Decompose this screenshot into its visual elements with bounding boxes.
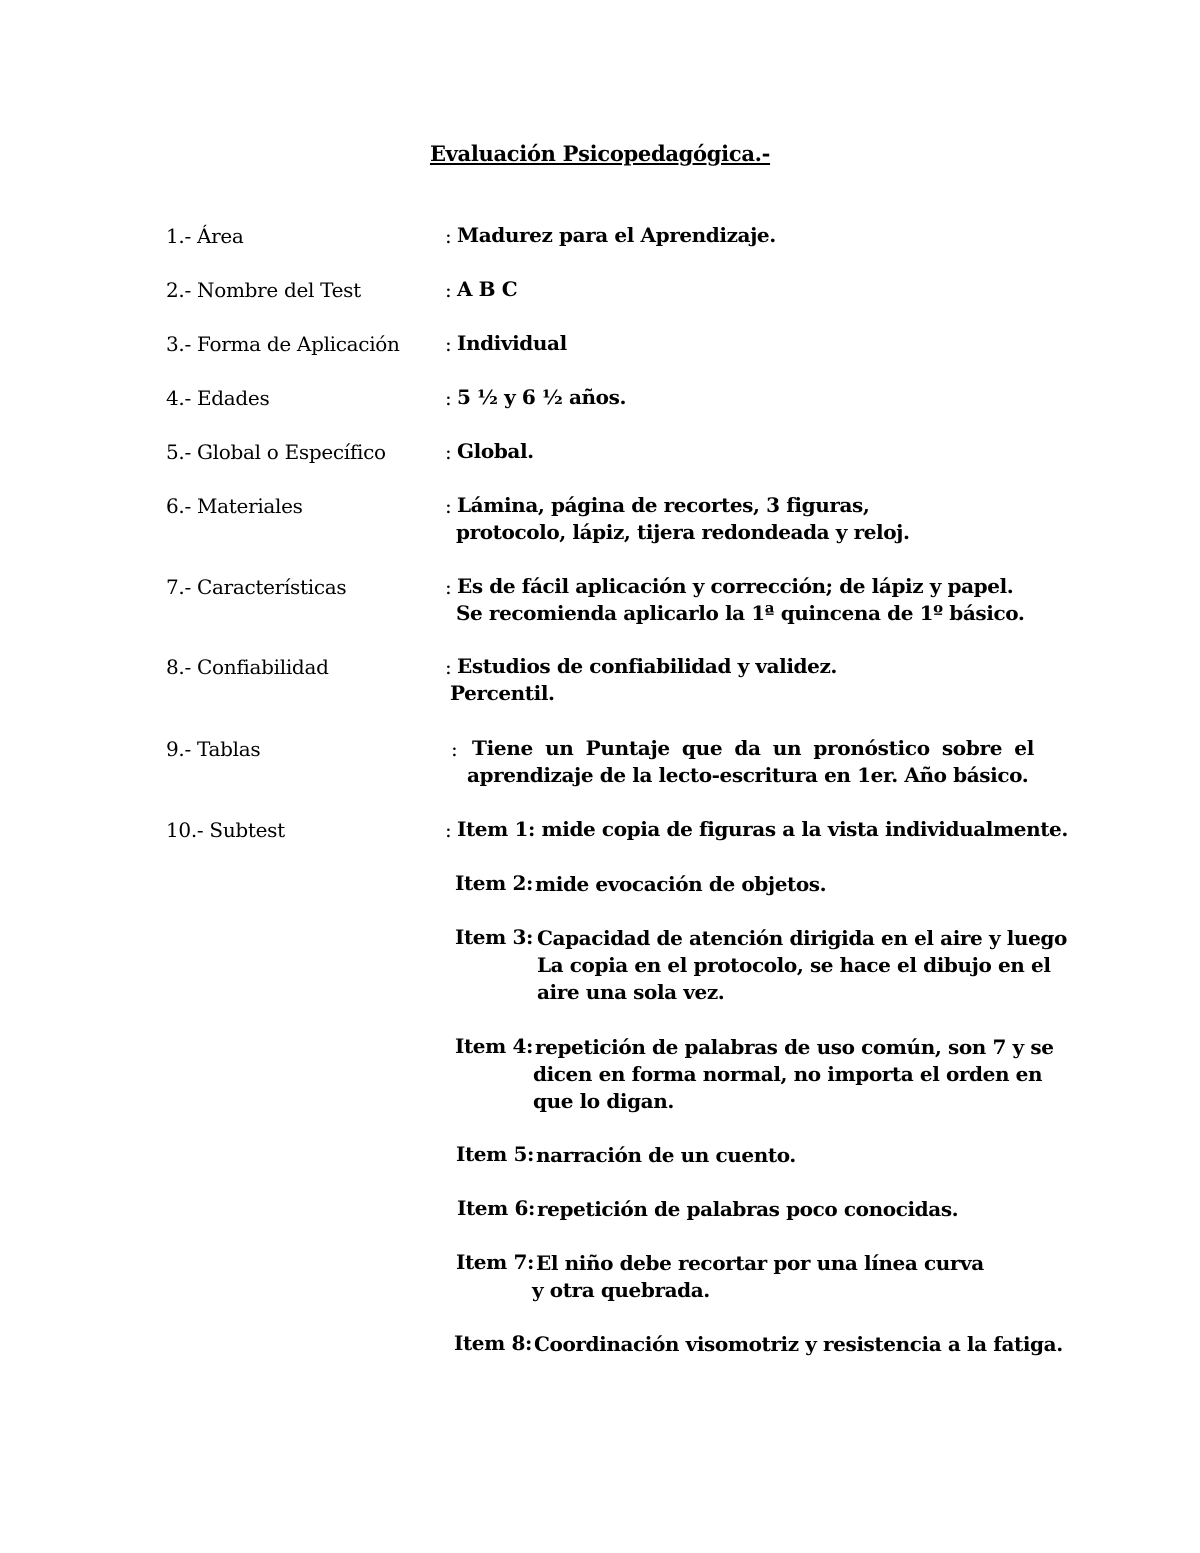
row-value-area: Madurez para el Aprendizaje.	[457, 223, 776, 247]
row-value-materials: Lámina, página de recortes, 3 figuras,	[457, 493, 870, 517]
row-value-ages: 5 ½ y 6 ½ años.	[457, 385, 627, 409]
item-text: Coordinación visomotriz y resistencia a la fatiga.	[534, 1332, 1063, 1356]
item-text: aire una sola vez.	[537, 980, 725, 1004]
colon: :	[445, 440, 452, 464]
row-label-materials: 6.- Materiales	[166, 494, 303, 518]
item-label: Item 3:	[455, 925, 533, 949]
colon: :	[445, 655, 452, 679]
row-value-subtest: Item 1: mide copia de figuras a la vista individualmente.	[457, 817, 1068, 841]
item-text: que lo digan.	[533, 1089, 674, 1113]
item-text: repetición de palabras poco conocidas.	[537, 1197, 959, 1221]
row-label-characteristics: 7.- Características	[166, 575, 347, 599]
item-text: El niño debe recortar por una línea curva	[536, 1251, 984, 1275]
row-value-characteristics: Es de fácil aplicación y corrección; de lápiz y papel.	[457, 574, 1014, 598]
row-value-materials-line2: protocolo, lápiz, tijera redondeada y reloj.	[456, 520, 910, 544]
item-label: Item 8:	[454, 1331, 532, 1355]
row-label-test-name: 2.- Nombre del Test	[166, 278, 361, 302]
row-label-application: 3.- Forma de Aplicación	[166, 332, 400, 356]
row-value-tables-line2: aprendizaje de la lecto-escritura en 1er. Año básico.	[467, 763, 1029, 787]
row-value-reliability-line2: Percentil.	[450, 681, 555, 705]
item-text: narración de un cuento.	[536, 1143, 796, 1167]
item-label: Item 7:	[456, 1250, 534, 1274]
colon: :	[445, 224, 452, 248]
row-value-tables: Tiene un Puntaje que da un pronóstico sobre el	[472, 736, 1034, 760]
row-value-reliability: Estudios de confiabilidad y validez.	[457, 654, 837, 678]
row-value-characteristics-line2: Se recomienda aplicarlo la 1ª quincena de 1º básico.	[456, 601, 1025, 625]
item-text: dicen en forma normal, no importa el orden en	[533, 1062, 1043, 1086]
colon: :	[445, 818, 452, 842]
page-title: Evaluación Psicopedagógica.-	[429, 141, 771, 166]
row-value-global: Global.	[457, 439, 534, 463]
colon: :	[445, 575, 452, 599]
row-value-application: Individual	[457, 331, 567, 355]
row-label-ages: 4.- Edades	[166, 386, 270, 410]
item-label: Item 5:	[456, 1142, 534, 1166]
item-text: y otra quebrada.	[532, 1278, 710, 1302]
row-label-area: 1.- Área	[166, 224, 244, 248]
item-label: Item 6:	[457, 1196, 535, 1220]
colon: :	[451, 737, 458, 761]
item-text: mide evocación de objetos.	[535, 872, 827, 896]
row-label-reliability: 8.- Confiabilidad	[166, 655, 329, 679]
row-label-subtest: 10.- Subtest	[166, 818, 285, 842]
item-text: repetición de palabras de uso común, son 7 y se	[535, 1035, 1054, 1059]
item-label: Item 4:	[455, 1034, 533, 1058]
row-label-tables: 9.- Tablas	[166, 737, 261, 761]
colon: :	[445, 494, 452, 518]
colon: :	[445, 278, 452, 302]
row-label-global: 5.- Global o Específico	[166, 440, 386, 464]
item-text: Capacidad de atención dirigida en el aire y luego	[537, 926, 1067, 950]
row-value-test-name: A B C	[457, 277, 518, 301]
colon: :	[445, 332, 452, 356]
item-text: La copia en el protocolo, se hace el dibujo en el	[537, 953, 1051, 977]
colon: :	[445, 386, 452, 410]
item-label: Item 2:	[455, 871, 533, 895]
